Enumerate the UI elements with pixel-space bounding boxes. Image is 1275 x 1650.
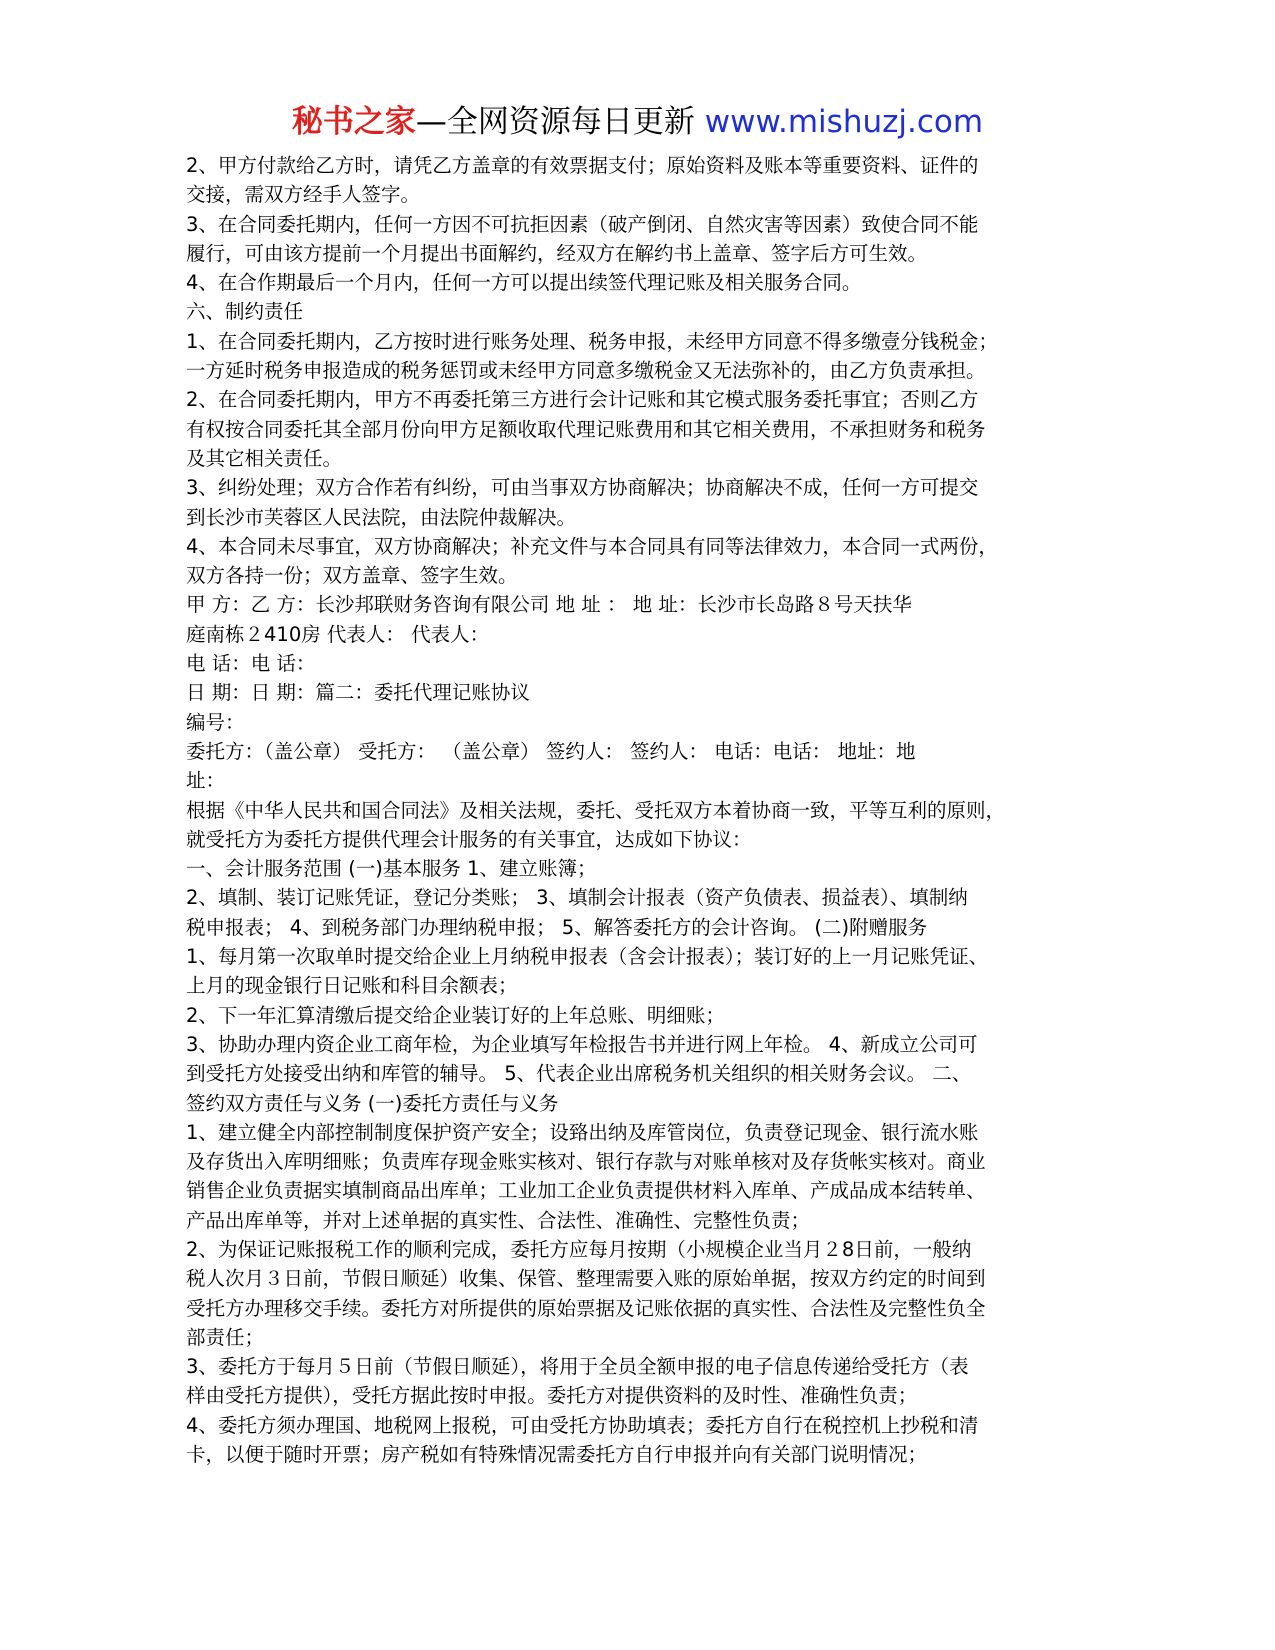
text-line: 2、填制、装订记账凭证，登记分类账； 3、填制会计报表（资产负债表、损益表）、填制纳 [186, 886, 968, 910]
document-body [186, 151, 1090, 1469]
text-line: 部责任； [186, 1325, 265, 1349]
text-line: 根据《中华人民共和国合同法》及相关法规，委托、受托双方本着协商一致，平等互利的原则， [186, 798, 1006, 822]
text-line: 1、在合同委托期内，乙方按时进行账务处理、税务申报，未经甲方同意不得多缴壹分钱税金； [186, 329, 998, 353]
text-line: 交接，需双方经手人签字。 [186, 183, 421, 207]
text-line: 甲 方：乙 方：长沙邦联财务咨询有限公司 地 址 ： 地 址：长沙市长岛路８号天扶华 [186, 593, 912, 617]
text-line: 1、建立健全内部控制制度保护资产安全；设臵出纳及库管岗位，负责登记现金、银行流水账 [186, 1120, 979, 1144]
text-line: 2、为保证记账报税工作的顺利完成，委托方应每月按期（小规模企业当月２8日前，一般纳 [186, 1237, 972, 1261]
text-line: 一方延时税务申报造成的税务惩罚或未经甲方同意多缴税金又无法弥补的，由乙方负责承担。 [186, 359, 986, 383]
text-line: 履行，可由该方提前一个月提出书面解约，经双方在解约书上盖章、签字后方可生效。 [186, 241, 928, 265]
text-line: 到受托方处接受出纳和库管的辅导。 5、代表企业出席税务机关组织的相关财务会议。 二、 [186, 1062, 972, 1086]
text-line: 销售企业负责据实填制商品出库单；工业加工企业负责提供材料入库单、产成品成本结转单、 [186, 1179, 986, 1203]
text-line: 电 话：电 话： [186, 652, 316, 676]
text-line: 3、协助办理内资企业工商年检，为企业填写年检报告书并进行网上年检。 4、新成立公司可 [186, 1032, 978, 1056]
text-line: 税人次月３日前，节假日顺延）收集、保管、整理需要入账的原始单据，按双方约定的时间到 [186, 1267, 986, 1291]
text-line: 2、下一年汇算清缴后提交给企业装订好的上年总账、明细账； [186, 1003, 725, 1027]
site-header [0, 100, 1275, 144]
text-line: 4、在合作期最后一个月内，任何一方可以提出续签代理记账及相关服务合同。 [186, 271, 862, 295]
header-slogan: —全网资源每日更新 [415, 104, 705, 140]
text-line: 有权按合同委托其全部月份向甲方足额收取代理记账费用和其它相关费用，不承担财务和税务 [186, 417, 986, 441]
text-line: 庭南栋２410房 代表人： 代表人： [186, 622, 490, 646]
text-line: 样由受托方提供），受托方据此按时申报。委托方对提供资料的及时性、准确性负责； [186, 1384, 918, 1408]
text-line: 2、甲方付款给乙方时，请凭乙方盖章的有效票据支付；原始资料及账本等重要资料、证件的 [186, 154, 979, 177]
text-line: 税申报表； 4、到税务部门办理纳税申报； 5、解答委托方的会计咨询。 (二)附赠服务 [186, 915, 928, 939]
text-line: 受托方办理移交手续。委托方对所提供的原始票据及记账依据的真实性、合法性及完整性负全 [186, 1296, 986, 1320]
text-line: 址： [186, 769, 226, 793]
text-line: 4、本合同未尽事宜，双方协商解决；补充文件与本合同具有同等法律效力，本合同一式两份， [186, 534, 998, 558]
text-line: 产品出库单等，并对上述单据的真实性、合法性、准确性、完整性负责； [186, 1208, 811, 1232]
brand-name: 秘书之家 [291, 104, 416, 140]
text-line: 编号： [186, 710, 245, 734]
text-line: 1、每月第一次取单时提交给企业上月纳税申报表（含会计报表）；装订好的上一月记账凭证、 [186, 945, 989, 969]
site-url[interactable]: www.mishuzj.com [704, 104, 984, 140]
text-line: 日 期：日 期：篇二：委托代理记账协议 [186, 681, 530, 705]
text-line: 及其它相关责任。 [186, 446, 343, 470]
text-line: 及存货出入库明细账；负责库存现金账实核对、银行存款与对账单核对及存货帐实核对。商业 [186, 1150, 986, 1174]
text-line: 3、在合同委托期内，任何一方因不可抗拒因素（破产倒闭、自然灾害等因素）致使合同不能 [186, 212, 979, 236]
text-line: 2、在合同委托期内，甲方不再委托第三方进行会计记账和其它模式服务委托事宜；否则乙方 [186, 388, 979, 412]
text-line: 委托方：（盖公章） 受托方： （盖公章） 签约人： 签约人： 电话：电话： 地址：地 [186, 739, 916, 763]
text-line: 3、委托方于每月５日前（节假日顺延），将用于全员全额申报的电子信息传递给受托方（表 [186, 1355, 969, 1379]
text-line: 六、制约责任 [186, 300, 304, 324]
text-line: 一、会计服务范围 (一)基本服务 1、建立账簿； [186, 857, 597, 881]
text-line: 上月的现金银行日记账和科目余额表； [186, 974, 518, 998]
text-line: 卡，以便于随时开票；房产税如有特殊情况需委托方自行申报并向有关部门说明情况； [186, 1443, 928, 1467]
text-line: 就受托方为委托方提供代理会计服务的有关事宜，达成如下协议： [186, 827, 752, 851]
text-line: 签约双方责任与义务 (一)委托方责任与义务 [186, 1091, 559, 1115]
text-line: 双方各持一份；双方盖章、签字生效。 [186, 564, 518, 588]
text-line: 4、委托方须办理国、地税网上报税，可由受托方协助填表；委托方自行在税控机上抄税和清 [186, 1413, 979, 1437]
text-line: 到长沙市芙蓉区人民法院，由法院仲裁解决。 [186, 505, 577, 529]
text-line: 3、纠纷处理；双方合作若有纠纷，可由当事双方协商解决；协商解决不成，任何一方可提交 [186, 476, 979, 500]
